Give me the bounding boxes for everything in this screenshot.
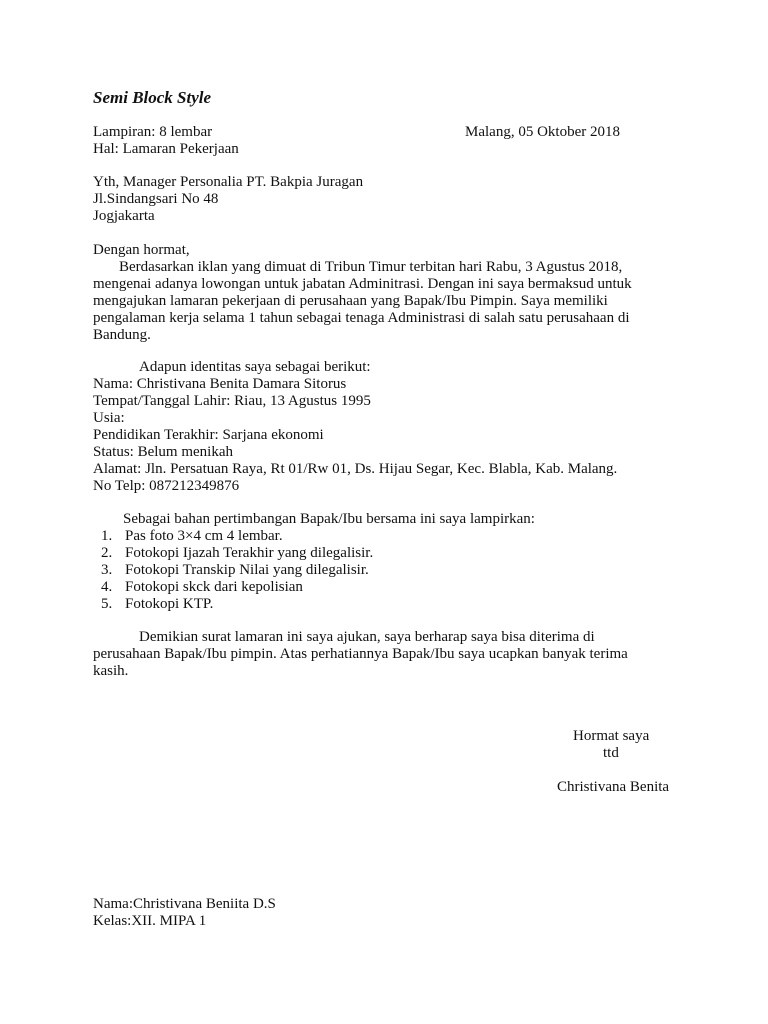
salutation: Dengan hormat, (93, 242, 190, 258)
attachment-item: Pas foto 3×4 cm 4 lembar. (125, 528, 283, 544)
attachments-intro: Sebagai bahan pertimbangan Bapak/Ibu bersama ini saya lampirkan: (123, 511, 535, 527)
identity-intro: Adapun identitas saya sebagai berikut: (139, 359, 371, 375)
identity-field: Alamat: Jln. Persatuan Raya, Rt 01/Rw 01, Ds. Hijau Segar, Kec. Blabla, Kab. Malang. (93, 461, 618, 477)
attachment-item: Fotokopi Ijazah Terakhir yang dilegalisir. (125, 545, 374, 561)
identity-field: Nama: Christivana Benita Damara Sitorus (93, 376, 347, 392)
opening-paragraph-line: Bandung. (93, 327, 151, 343)
identity-field: Tempat/Tanggal Lahir: Riau, 13 Agustus 1995 (93, 393, 371, 409)
document-title: Semi Block Style (93, 88, 212, 107)
opening-paragraph-line: mengenai adanya lowongan untuk jabatan Adminitrasi. Dengan ini saya bermaksud untuk (93, 276, 632, 292)
identity-field: No Telp: 087212349876 (93, 478, 240, 494)
closing-paragraph-line: perusahaan Bapak/Ibu pimpin. Atas perhatiannya Bapak/Ibu saya ucapkan banyak terima (93, 646, 628, 662)
recipient-line: Jogjakarta (93, 208, 155, 224)
hal-line: Hal: Lamaran Pekerjaan (93, 141, 239, 157)
signature-name: Christivana Benita (557, 779, 670, 795)
recipient-line: Jl.Sindangsari No 48 (93, 191, 219, 207)
identity-field: Pendidikan Terakhir: Sarjana ekonomi (93, 427, 324, 443)
closing-paragraph-line: kasih. (93, 663, 129, 679)
identity-field: Usia: (93, 410, 125, 426)
attachment-item: Fotokopi skck dari kepolisian (125, 579, 303, 595)
list-number: 4. (101, 579, 113, 595)
list-number: 1. (101, 528, 113, 544)
footer-class: Kelas:XII. MIPA 1 (93, 913, 207, 929)
place-date: Malang, 05 Oktober 2018 (465, 124, 620, 140)
list-number: 5. (101, 596, 113, 612)
identity-field: Status: Belum menikah (93, 444, 233, 460)
opening-paragraph-line: pengalaman kerja selama 1 tahun sebagai tenaga Administrasi di salah satu perusahaan di (93, 310, 630, 326)
footer-name: Nama:Christivana Beniita D.S (93, 896, 276, 912)
signature-closing: Hormat saya (573, 728, 650, 744)
attachment-item: Fotokopi Transkip Nilai yang dilegalisir. (125, 562, 369, 578)
signature-ttd: ttd (603, 745, 619, 761)
opening-paragraph-line: Berdasarkan iklan yang dimuat di Tribun Timur terbitan hari Rabu, 3 Agustus 2018, (119, 259, 623, 275)
recipient-line: Yth, Manager Personalia PT. Bakpia Juragan (93, 174, 364, 190)
closing-paragraph-line: Demikian surat lamaran ini saya ajukan, saya berharap saya bisa diterima di (139, 629, 595, 645)
opening-paragraph-line: mengajukan lamaran pekerjaan di perusahaan yang Bapak/Ibu Pimpin. Saya memiliki (93, 293, 608, 309)
list-number: 3. (101, 562, 113, 578)
attachment-item: Fotokopi KTP. (125, 596, 214, 612)
lampiran-line: Lampiran: 8 lembar (93, 124, 213, 140)
list-number: 2. (101, 545, 113, 561)
